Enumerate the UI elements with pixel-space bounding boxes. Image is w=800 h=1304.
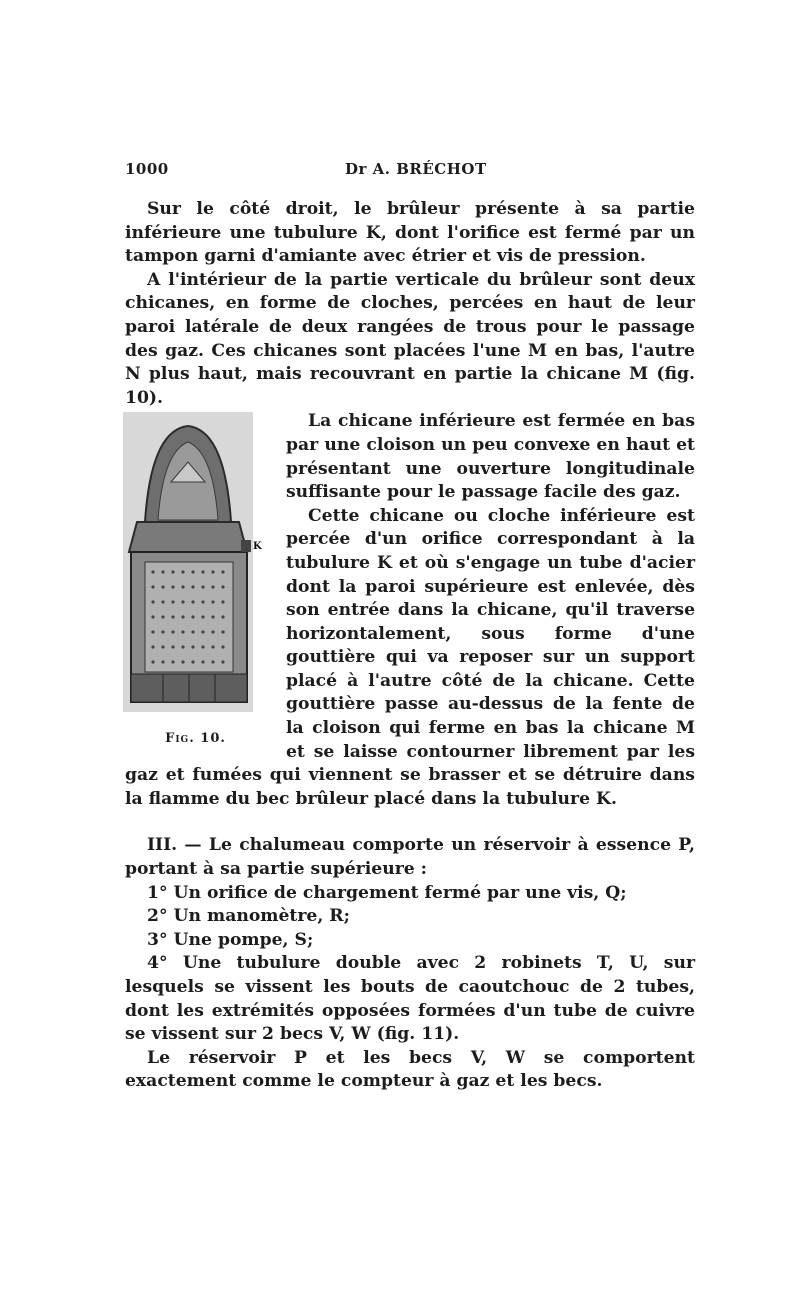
list-item: 4° Une tubulure double avec 2 robinets T, U, sur lesquels se vissent les bouts de caoutchouc de 2 tubes, dont les extrémités opposées formées d'un tube de cuivre se vissent sur 2 becs V, W (fig. 11). bbox=[125, 953, 695, 1045]
figure-label-k: K bbox=[253, 541, 262, 553]
paragraph-1: Sur le côté droit, le brûleur présente à sa partie inférieure une tubulure K, dont l'orifice est fermé par un tampon garni d'amiante avec étrier et vis de pression. bbox=[125, 199, 695, 267]
equipment-list bbox=[125, 882, 695, 1047]
running-head: Dr A. BRÉCHOT bbox=[345, 160, 487, 178]
paragraph-4: Cette chicane ou cloche inférieure est percée d'un orifice correspondant à la tubulure K et où s'engage un tube d'acier dont la paroi supérieure est enlevée, dès son entrée dans la chicane, qu'il traverse horizontalement, sous forme d'une gouttière qui va reposer sur un support placé à l'autre côté de la chicane. Cette gouttière passe au-dessus de la fente de la cloison qui ferme en bas la chicane M et se laisse contourner librement par les gaz et fumées qui viennent se brasser et se détruire dans la flamme du bec brûleur placé dans la tubulure K. bbox=[125, 505, 695, 809]
figure-caption: Fig. 10. bbox=[165, 731, 226, 747]
body-text bbox=[125, 198, 695, 1094]
paragraph-2: A l'intérieur de la partie verticale du brûleur sont deux chicanes, en forme de cloches, percées en haut de leur paroi latérale de deux rangées de trous pour le passage des gaz. Ces chicanes sont placées l'une M en bas, l'autre N plus haut, mais recouvrant en partie la chicane M (fig. 10). bbox=[125, 269, 695, 408]
paragraph-final: Le réservoir P et les becs V, W se comportent exactement comme le compteur à gaz et les becs. bbox=[125, 1047, 695, 1092]
list-item: 3° Une pompe, S; bbox=[147, 929, 314, 950]
list-item: 1° Un orifice de chargement fermé par une vis, Q; bbox=[147, 882, 627, 903]
paragraph-5: III. — Le chalumeau comporte un réservoir à essence P, portant à sa partie supérieure : bbox=[125, 835, 695, 880]
burner-illustration bbox=[123, 412, 268, 717]
figure-10 bbox=[123, 412, 268, 751]
page-number: 1000 bbox=[125, 160, 169, 178]
list-item: 2° Un manomètre, R; bbox=[147, 906, 350, 927]
paragraph-3: La chicane inférieure est fermée en bas par une cloison un peu convexe en haut et présentant une ouverture longitudinale suffisante pour le passage facile des gaz. bbox=[286, 411, 695, 503]
